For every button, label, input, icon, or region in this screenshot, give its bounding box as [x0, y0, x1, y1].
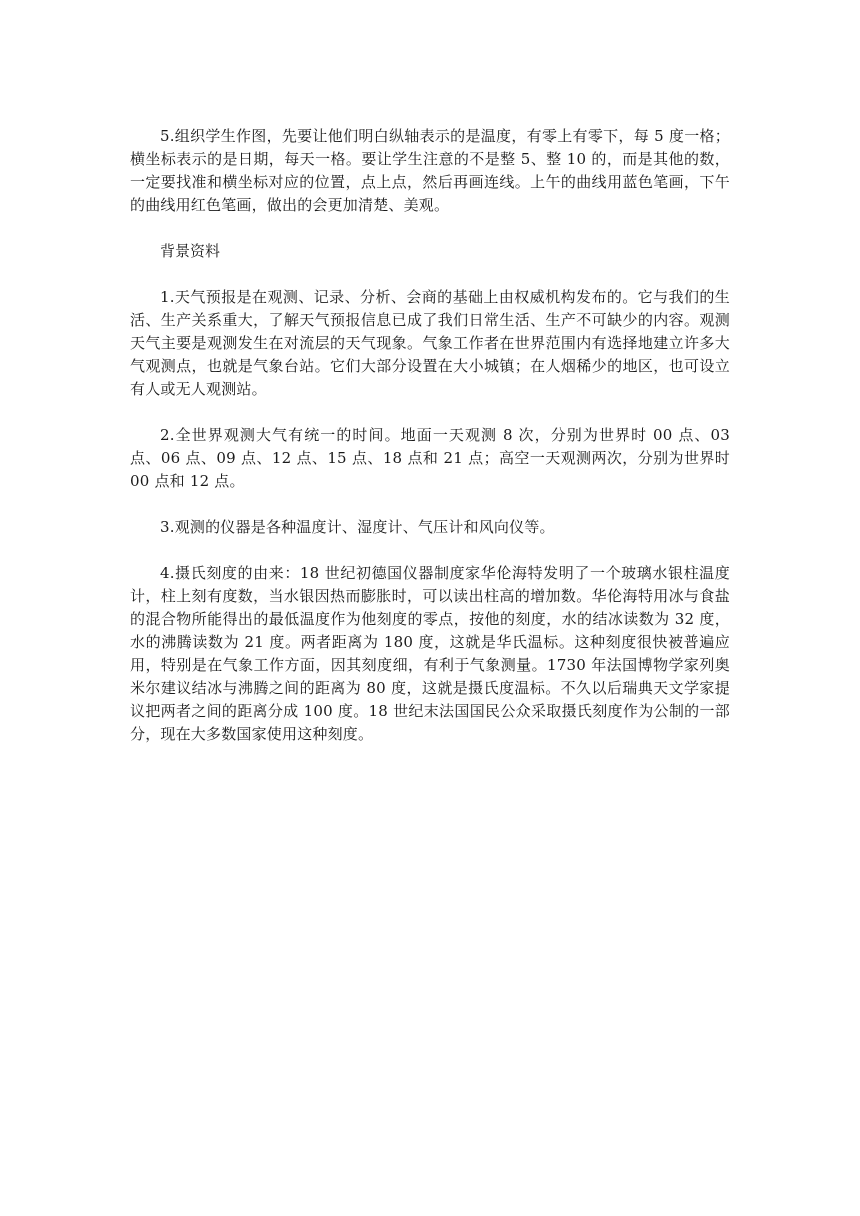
document-page: [130, 125, 730, 769]
paragraph-celsius-origin: 4.摄氏刻度的由来：18 世纪初德国仪器制度家华伦海特发明了一个玻璃水银柱温度计，柱上刻有度数，当水银因热而膨胀时，可以读出柱高的增加数。华伦海特用冰与食盐的混合物所能得出的最低温度作为他刻度的零点，按他的刻度，水的结冰读数为 32 度，水的沸腾读数为 21 度。两者距离为 180 度，这就是华氏温标。这种刻度很快被普遍应用，特别是在气象工作方面，因其刻度细，有利于气象测量。1730 年法国博物学家列奥米尔建议结冰与沸腾之间的距离为 80 度，这就是摄氏度温标。不久以后瑞典天文学家提议把两者之间的距离分成 100 度。18 世纪末法国国民公众采取摄氏刻度作为公制的一部分，现在大多数国家使用这种刻度。: [130, 564, 730, 743]
paragraph-weather-forecast: 1.天气预报是在观测、记录、分析、会商的基础上由权威机构发布的。它与我们的生活、生产关系重大，了解天气预报信息已成了我们日常生活、生产不可缺少的内容。观测天气主要是观测发生在对流层的天气现象。气象工作者在世界范围内有选择地建立许多大气观测点，也就是气象台站。它们大部分设置在大小城镇；在人烟稀少的地区，也可设立有人或无人观测站。: [130, 288, 730, 398]
paragraph-instruments: 3.观测的仪器是各种温度计、湿度计、气压计和风向仪等。: [160, 518, 555, 536]
paragraph-graphing-instructions: 5.组织学生作图，先要让他们明白纵轴表示的是温度，有零上有零下，每 5 度一格；横坐标表示的是日期，每天一格。要让学生注意的不是整 5、整 10 的，而是其他的数，一定要找准和横坐标对应的位置，点上点，然后再画连线。上午的曲线用蓝色笔画，下午的曲线用红色笔画，做出的会更加清楚、美观。: [130, 127, 730, 214]
paragraph-observation-time: 2.全世界观测大气有统一的时间。地面一天观测 8 次，分别为世界时 00 点、03 点、06 点、09 点、12 点、15 点、18 点和 21 点；高空一天观测两次，分别为世界时 00 点和 12 点。: [130, 426, 730, 490]
section-heading-background: 背景资料: [160, 242, 221, 260]
